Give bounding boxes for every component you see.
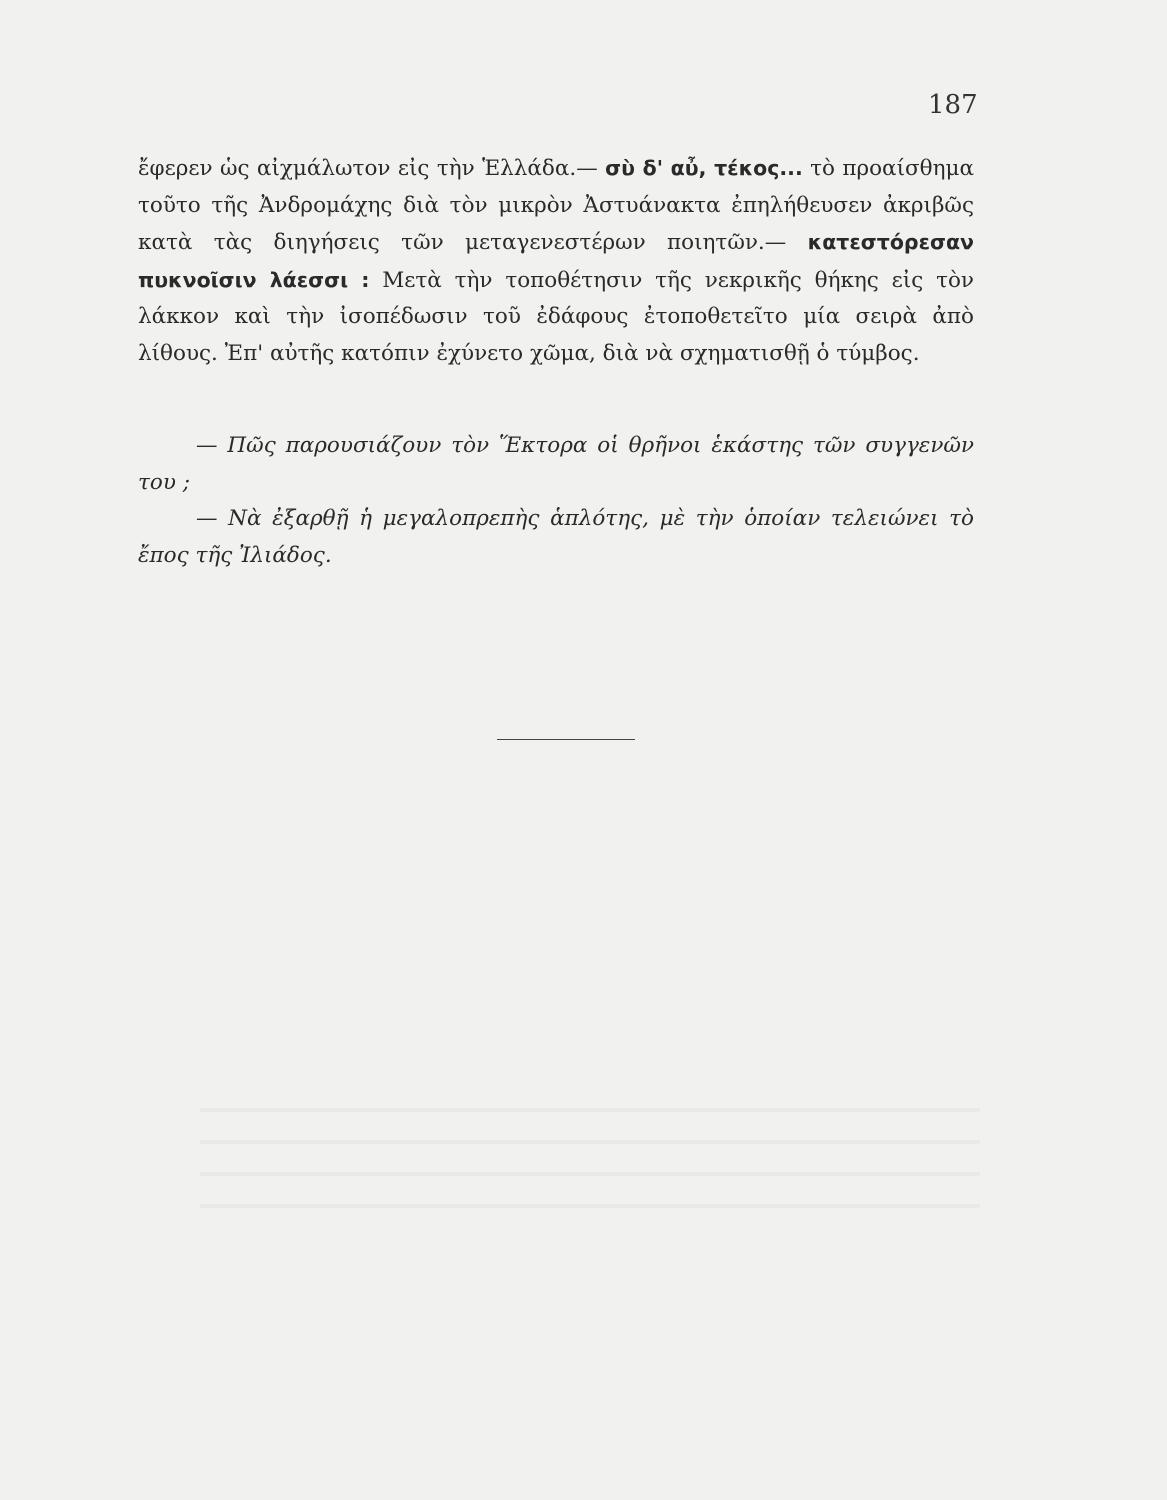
commentary-paragraph xyxy=(138,150,974,372)
commentary-text: ἔφερεν ὡς αἰχμάλωτον εἰς τὴν Ἑλλάδα.— xyxy=(138,156,606,181)
commentary-text: τὸ προαίσθημα τοῦτο τῆς Ἀνδρομάχης διὰ τὸν μικρὸν Ἀστυάνακτα ἐπηλήθευσεν ἀκριβῶς κατὰ τὰς διηγήσεις τῶν μεταγενεστέρων ποιητῶν.— xyxy=(138,156,974,255)
study-questions xyxy=(138,428,974,574)
end-divider xyxy=(497,739,635,740)
lemma-term: κατεστόρεσαν πυκνοῖσιν λάεσσι : xyxy=(138,230,974,292)
page-number: 187 xyxy=(928,90,978,120)
question-item: — Νὰ ἐξαρθῇ ἡ μεγαλοπρεπὴς ἁπλότης, μὲ τὴν ὁποίαν τελειώνει τὸ ἔπος τῆς Ἰλιάδος. xyxy=(138,506,974,568)
question-item: — Πῶς παρουσιάζουν τὸν Ἕκτορα οἱ θρῆνοι ἑκάστης τῶν συγγενῶν του ; xyxy=(138,433,974,495)
lemma-term: σὺ δ' αὖ, τέκος... xyxy=(605,156,803,180)
commentary-text: Μετὰ τὴν τοποθέτησιν τῆς νεκρικῆς θήκης εἰς τὸν λάκκον καὶ τὴν ἰσοπέδωσιν τοῦ ἐδάφους ἐτοποθετεῖτο μία σειρὰ ἀπὸ λίθους. Ἐπ' αὐτῆς κατόπιν ἐχύνετο χῶμα, διὰ νὰ σχηματισθῇ ὁ τύμβος. xyxy=(138,267,974,366)
paper-bleed-through xyxy=(200,1080,980,1220)
